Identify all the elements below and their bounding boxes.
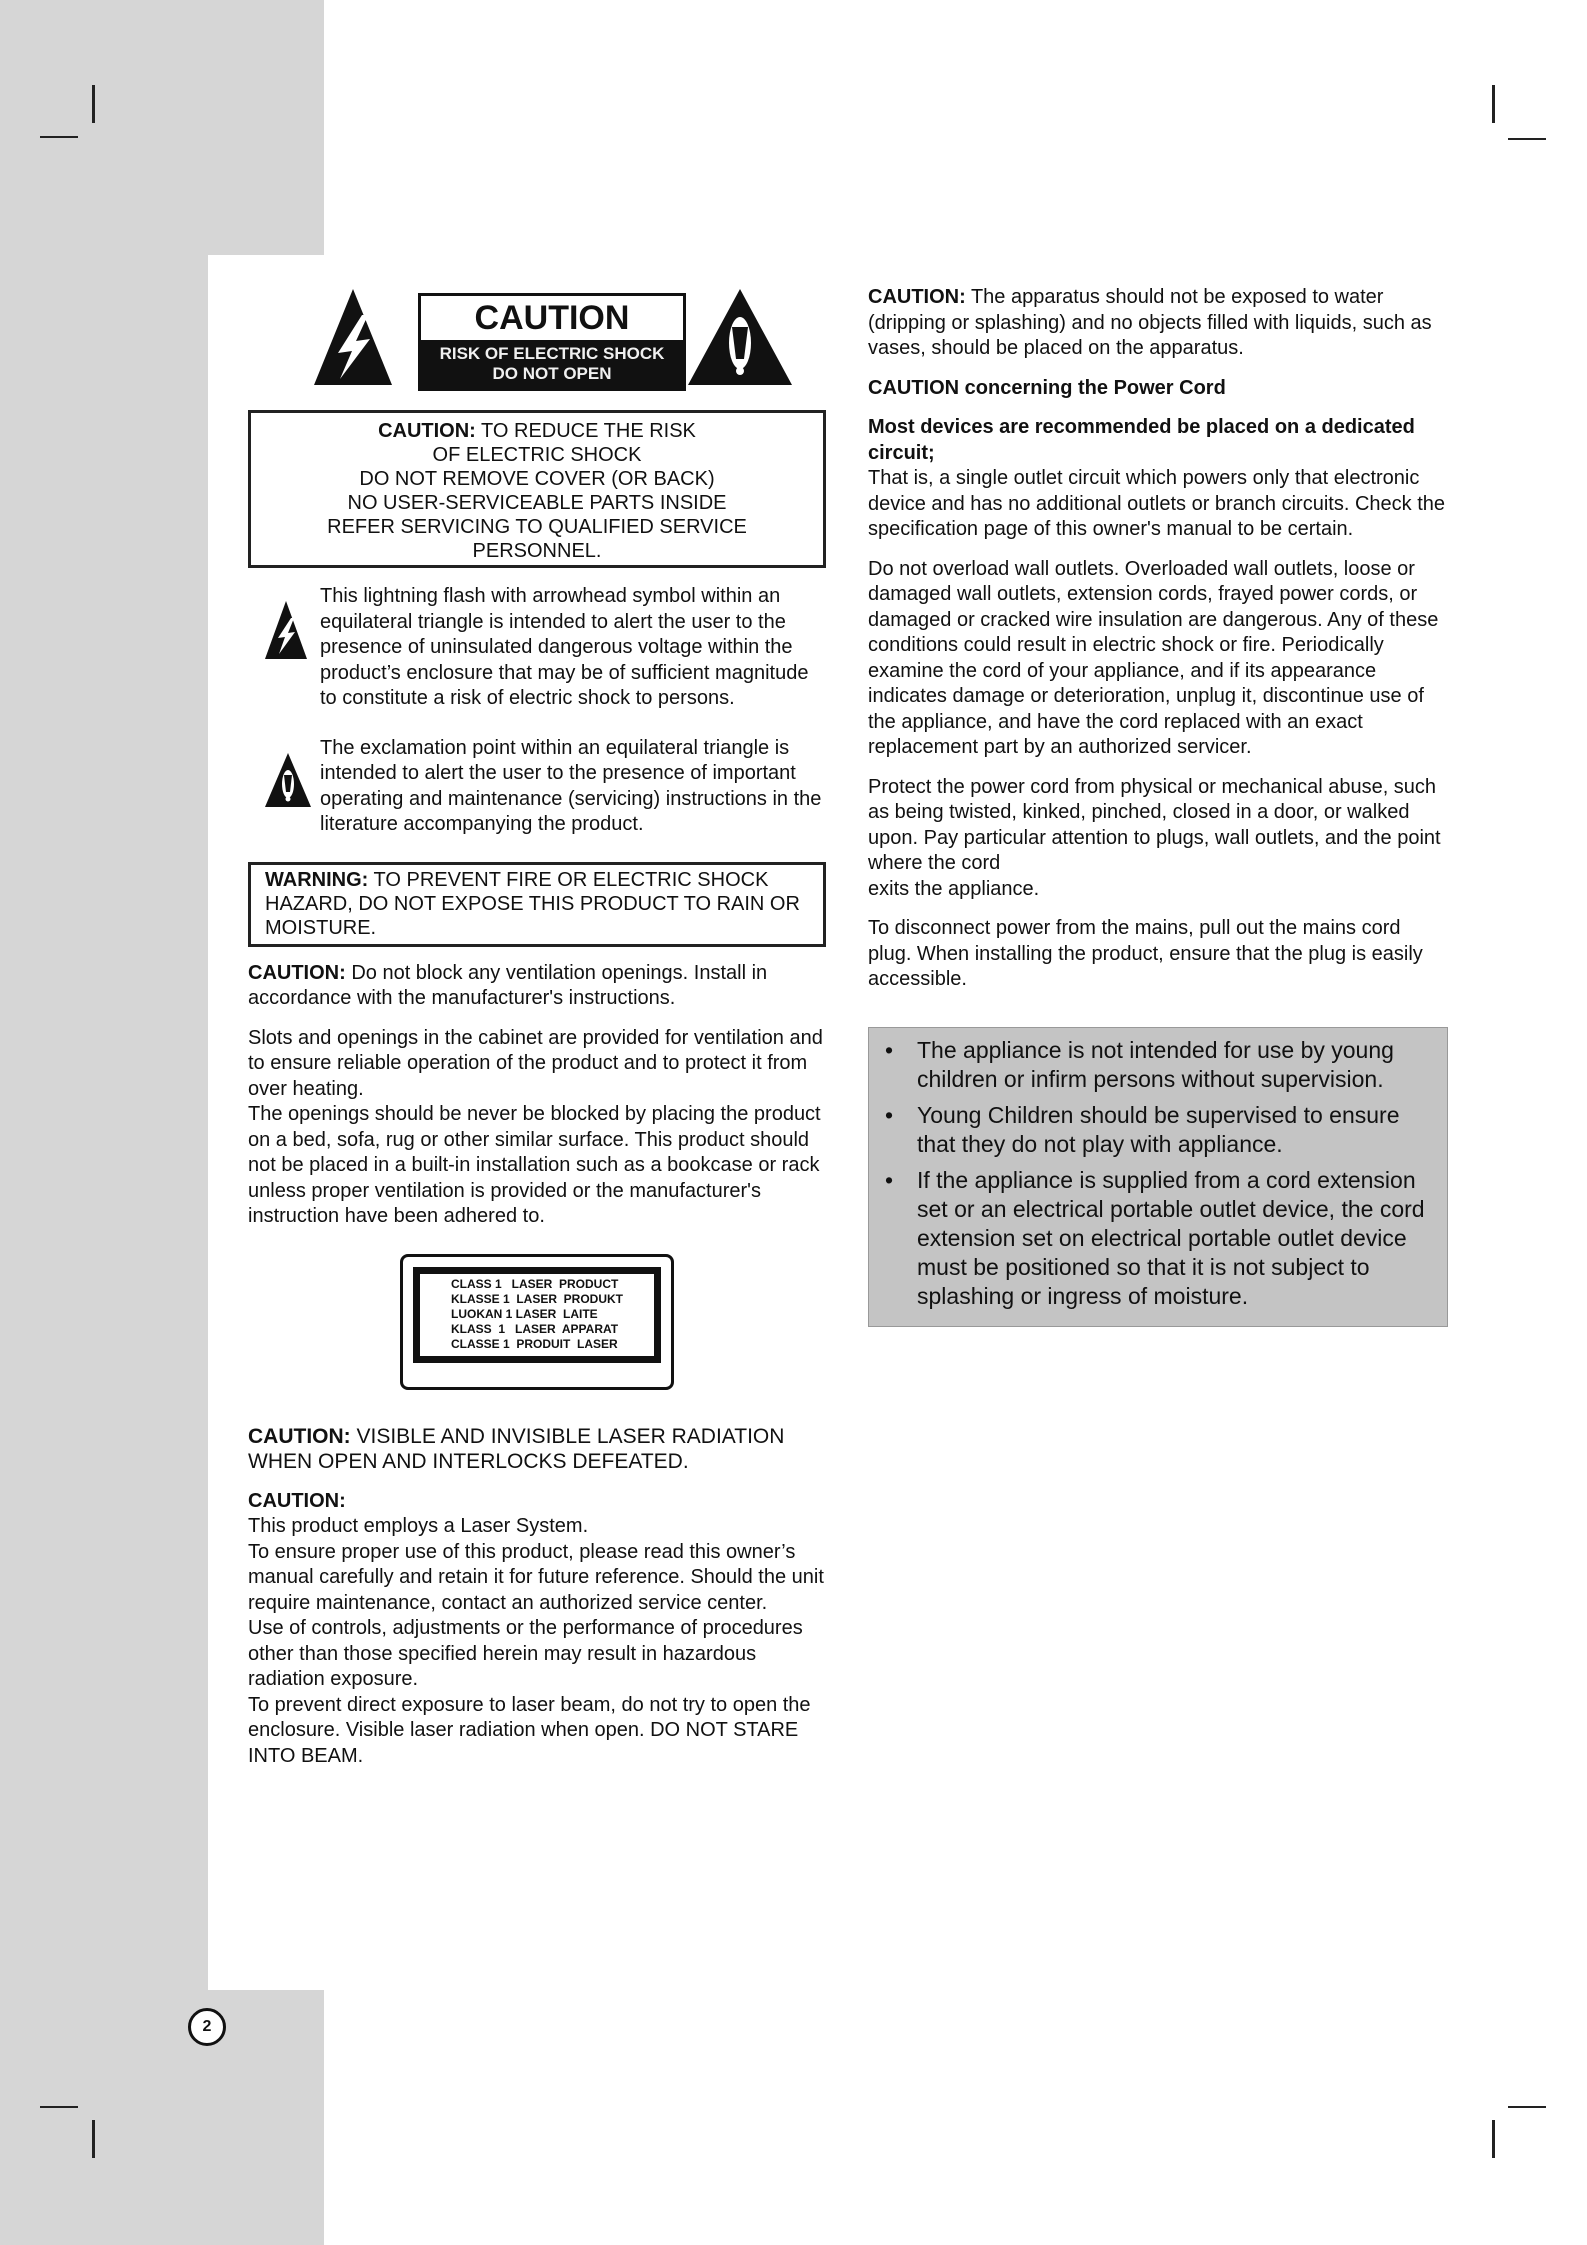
protect-cord-text: Protect the power cord from physical or mechanical abuse, such as being twisted, kinked, pinched, closed in a door, or walked upon. Pay particular attention to plugs, wall outlets, and the point where the cord — [868, 775, 1441, 874]
supervision-notice-box — [868, 1027, 1448, 1327]
list-item: • If the appliance is supplied from a cord extension set or an electrical portable outlet device, the cord extension set on electrical portable outlet device must be positioned so that it is not subject to splashing or ingress of moisture. — [883, 1166, 1433, 1311]
ventilation-text: Slots and openings in the cabinet are provided for ventilation and to ensure reliable operation of the product and to protect it from over heating. — [248, 1026, 823, 1100]
page-margin-top — [0, 0, 324, 255]
crop-mark — [40, 2106, 78, 2108]
caution-label: CAUTION: — [248, 961, 346, 984]
caution-title: CAUTION — [421, 296, 683, 340]
protect-cord-paragraph — [868, 775, 1448, 903]
caution-subtitle-line: RISK OF ELECTRIC SHOCK — [439, 344, 665, 363]
exclamation-symbol-text: The exclamation point within an equilateral triangle is intended to alert the user to the presence of important operating and maintenance (servicing) instructions in the literature accompanying the product. — [320, 736, 822, 835]
exclamation-symbol-icon — [264, 752, 312, 808]
left-column — [248, 285, 826, 1783]
crop-mark — [92, 85, 95, 123]
crop-mark — [92, 2120, 95, 2158]
ventilation-text: The openings should be never be blocked by placing the product on a bed, sofa, rug or other similar surface. This product should not be placed in a built-in installation such as a bookcase or rack unless proper ventilation is provided or the manufacturer's instruction have been adhered to. — [248, 1103, 821, 1227]
page-margin-bottom — [0, 1990, 324, 2245]
crop-mark — [1508, 2106, 1546, 2108]
laser-system-caution — [248, 1489, 826, 1770]
laser-radiation-text: VISIBLE AND INVISIBLE LASER RADIATION WHEN OPEN AND INTERLOCKS DEFEATED. — [248, 1424, 785, 1473]
dedicated-circuit-paragraph — [868, 415, 1448, 543]
power-cord-heading — [868, 376, 1448, 402]
protect-cord-text: exits the appliance. — [868, 877, 1040, 900]
caution-label — [418, 293, 686, 391]
supervision-list — [883, 1036, 1433, 1311]
overload-paragraph: Do not overload wall outlets. Overloaded wall outlets, loose or damaged wall outlets, extension cords, frayed power cords, or damaged or cracked wire insulation are dangerous. Any of these conditions could result in electric shock or fire. Periodically examine the cord of your appliance, and if its appearance indicates damage or deterioration, unplug it, discontinue use of the appliance, and have the cord replaced with an exact replacement part by an authorized servicer. — [868, 557, 1439, 758]
lightning-warning-icon — [312, 287, 394, 387]
crop-mark — [1508, 138, 1546, 140]
laser-label-inner — [413, 1267, 661, 1363]
exclamation-symbol-explanation — [248, 736, 826, 838]
laser-label — [248, 1254, 826, 1390]
fire-shock-warning-box — [248, 862, 826, 947]
lightning-symbol-explanation — [248, 584, 826, 712]
water-caution-text: The apparatus should not be exposed to water (dripping or splashing) and no objects filled with liquids, such as vases, should be placed on the apparatus. — [868, 286, 1432, 359]
disconnect-power-paragraph: To disconnect power from the mains, pull out the mains cord plug. When installing the product, ensure that the plug is easily accessible. — [868, 917, 1423, 990]
caution-subtitle — [421, 340, 683, 388]
laser-label-outer — [400, 1254, 674, 1390]
shock-warning-box — [248, 410, 826, 568]
page-margin-left — [0, 255, 208, 1990]
list-item: • The appliance is not intended for use by young children or infirm persons without supervision. — [883, 1036, 1433, 1094]
laser-label-line: KLASS 1 LASER APPARAT — [450, 1322, 619, 1336]
ventilation-caution — [248, 961, 826, 1012]
ventilation-caution-text: Do not block any ventilation openings. Install in accordance with the manufacturer's instructions. — [248, 961, 768, 1009]
list-item: • Young Children should be supervised to ensure that they do not play with appliance. — [883, 1101, 1433, 1159]
right-column — [868, 285, 1448, 1327]
warning-label: WARNING: — [265, 868, 369, 891]
laser-system-text: To prevent direct exposure to laser beam, do not try to open the enclosure. Visible laser radiation when open. DO NOT STARE INTO BEAM. — [248, 1693, 811, 1767]
caution-subtitle-line: DO NOT OPEN — [492, 364, 612, 383]
caution-banner — [312, 287, 826, 392]
laser-label-line: CLASSE 1 PRODUIT LASER — [450, 1337, 618, 1351]
laser-label-text — [451, 1277, 623, 1352]
exclamation-warning-icon — [686, 287, 794, 387]
lightning-symbol-icon — [264, 600, 308, 660]
laser-system-text: Use of controls, adjustments or the performance of procedures other than those specified herein may result in hazardous radiation exposure. — [248, 1617, 803, 1690]
dedicated-circuit-subheading: Most devices are recommended be placed on a dedicated circuit; — [868, 416, 1415, 464]
caution-label: CAUTION: — [248, 1489, 346, 1512]
laser-label-line: CLASS 1 LASER PRODUCT — [450, 1277, 619, 1291]
crop-mark — [1492, 2120, 1495, 2158]
shock-warning-line: REFER SERVICING TO QUALIFIED SERVICE — [327, 516, 747, 538]
caution-label: CAUTION: — [868, 286, 966, 308]
ventilation-paragraph — [248, 1026, 826, 1230]
page-number: 2 — [188, 2008, 226, 2046]
shock-warning-label: CAUTION: — [378, 420, 476, 442]
laser-label-line: KLASSE 1 LASER PRODUKT — [450, 1292, 624, 1306]
caution-label: CAUTION: — [248, 1424, 351, 1448]
warning-text: TO PREVENT FIRE OR ELECTRIC SHOCK HAZARD, DO NOT EXPOSE THIS PRODUCT TO RAIN OR MOISTURE. — [265, 868, 800, 939]
crop-mark — [40, 136, 78, 138]
shock-warning-line: OF ELECTRIC SHOCK — [432, 444, 642, 466]
laser-label-line: LUOKAN 1 LASER LAITE — [450, 1307, 598, 1321]
dedicated-circuit-text: That is, a single outlet circuit which powers only that electronic device and has no additional outlets or branch circuits. Check the specification page of this owner's manual to be certain. — [868, 467, 1446, 540]
shock-warning-line: PERSONNEL. — [472, 540, 602, 562]
laser-radiation-caution — [248, 1424, 826, 1475]
crop-mark — [1492, 85, 1495, 123]
water-caution — [868, 285, 1448, 362]
shock-warning-line: DO NOT REMOVE COVER (OR BACK) — [359, 468, 715, 490]
laser-system-text: This product employs a Laser System. — [248, 1515, 589, 1537]
shock-warning-line: TO REDUCE THE RISK — [475, 420, 696, 442]
shock-warning-line: NO USER-SERVICEABLE PARTS INSIDE — [347, 492, 727, 514]
power-cord-heading-text: CAUTION concerning the Power Cord — [868, 376, 1226, 399]
laser-system-text: To ensure proper use of this product, please read this owner’s manual carefully and retain it for future reference. Should the unit require maintenance, contact an authorized service center. — [248, 1540, 824, 1614]
lightning-symbol-text: This lightning flash with arrowhead symbol within an equilateral triangle is intended to alert the user to the presence of uninsulated dangerous voltage within the product’s enclosure that may be of sufficient magnitude to constitute a risk of electric shock to persons. — [320, 585, 809, 709]
